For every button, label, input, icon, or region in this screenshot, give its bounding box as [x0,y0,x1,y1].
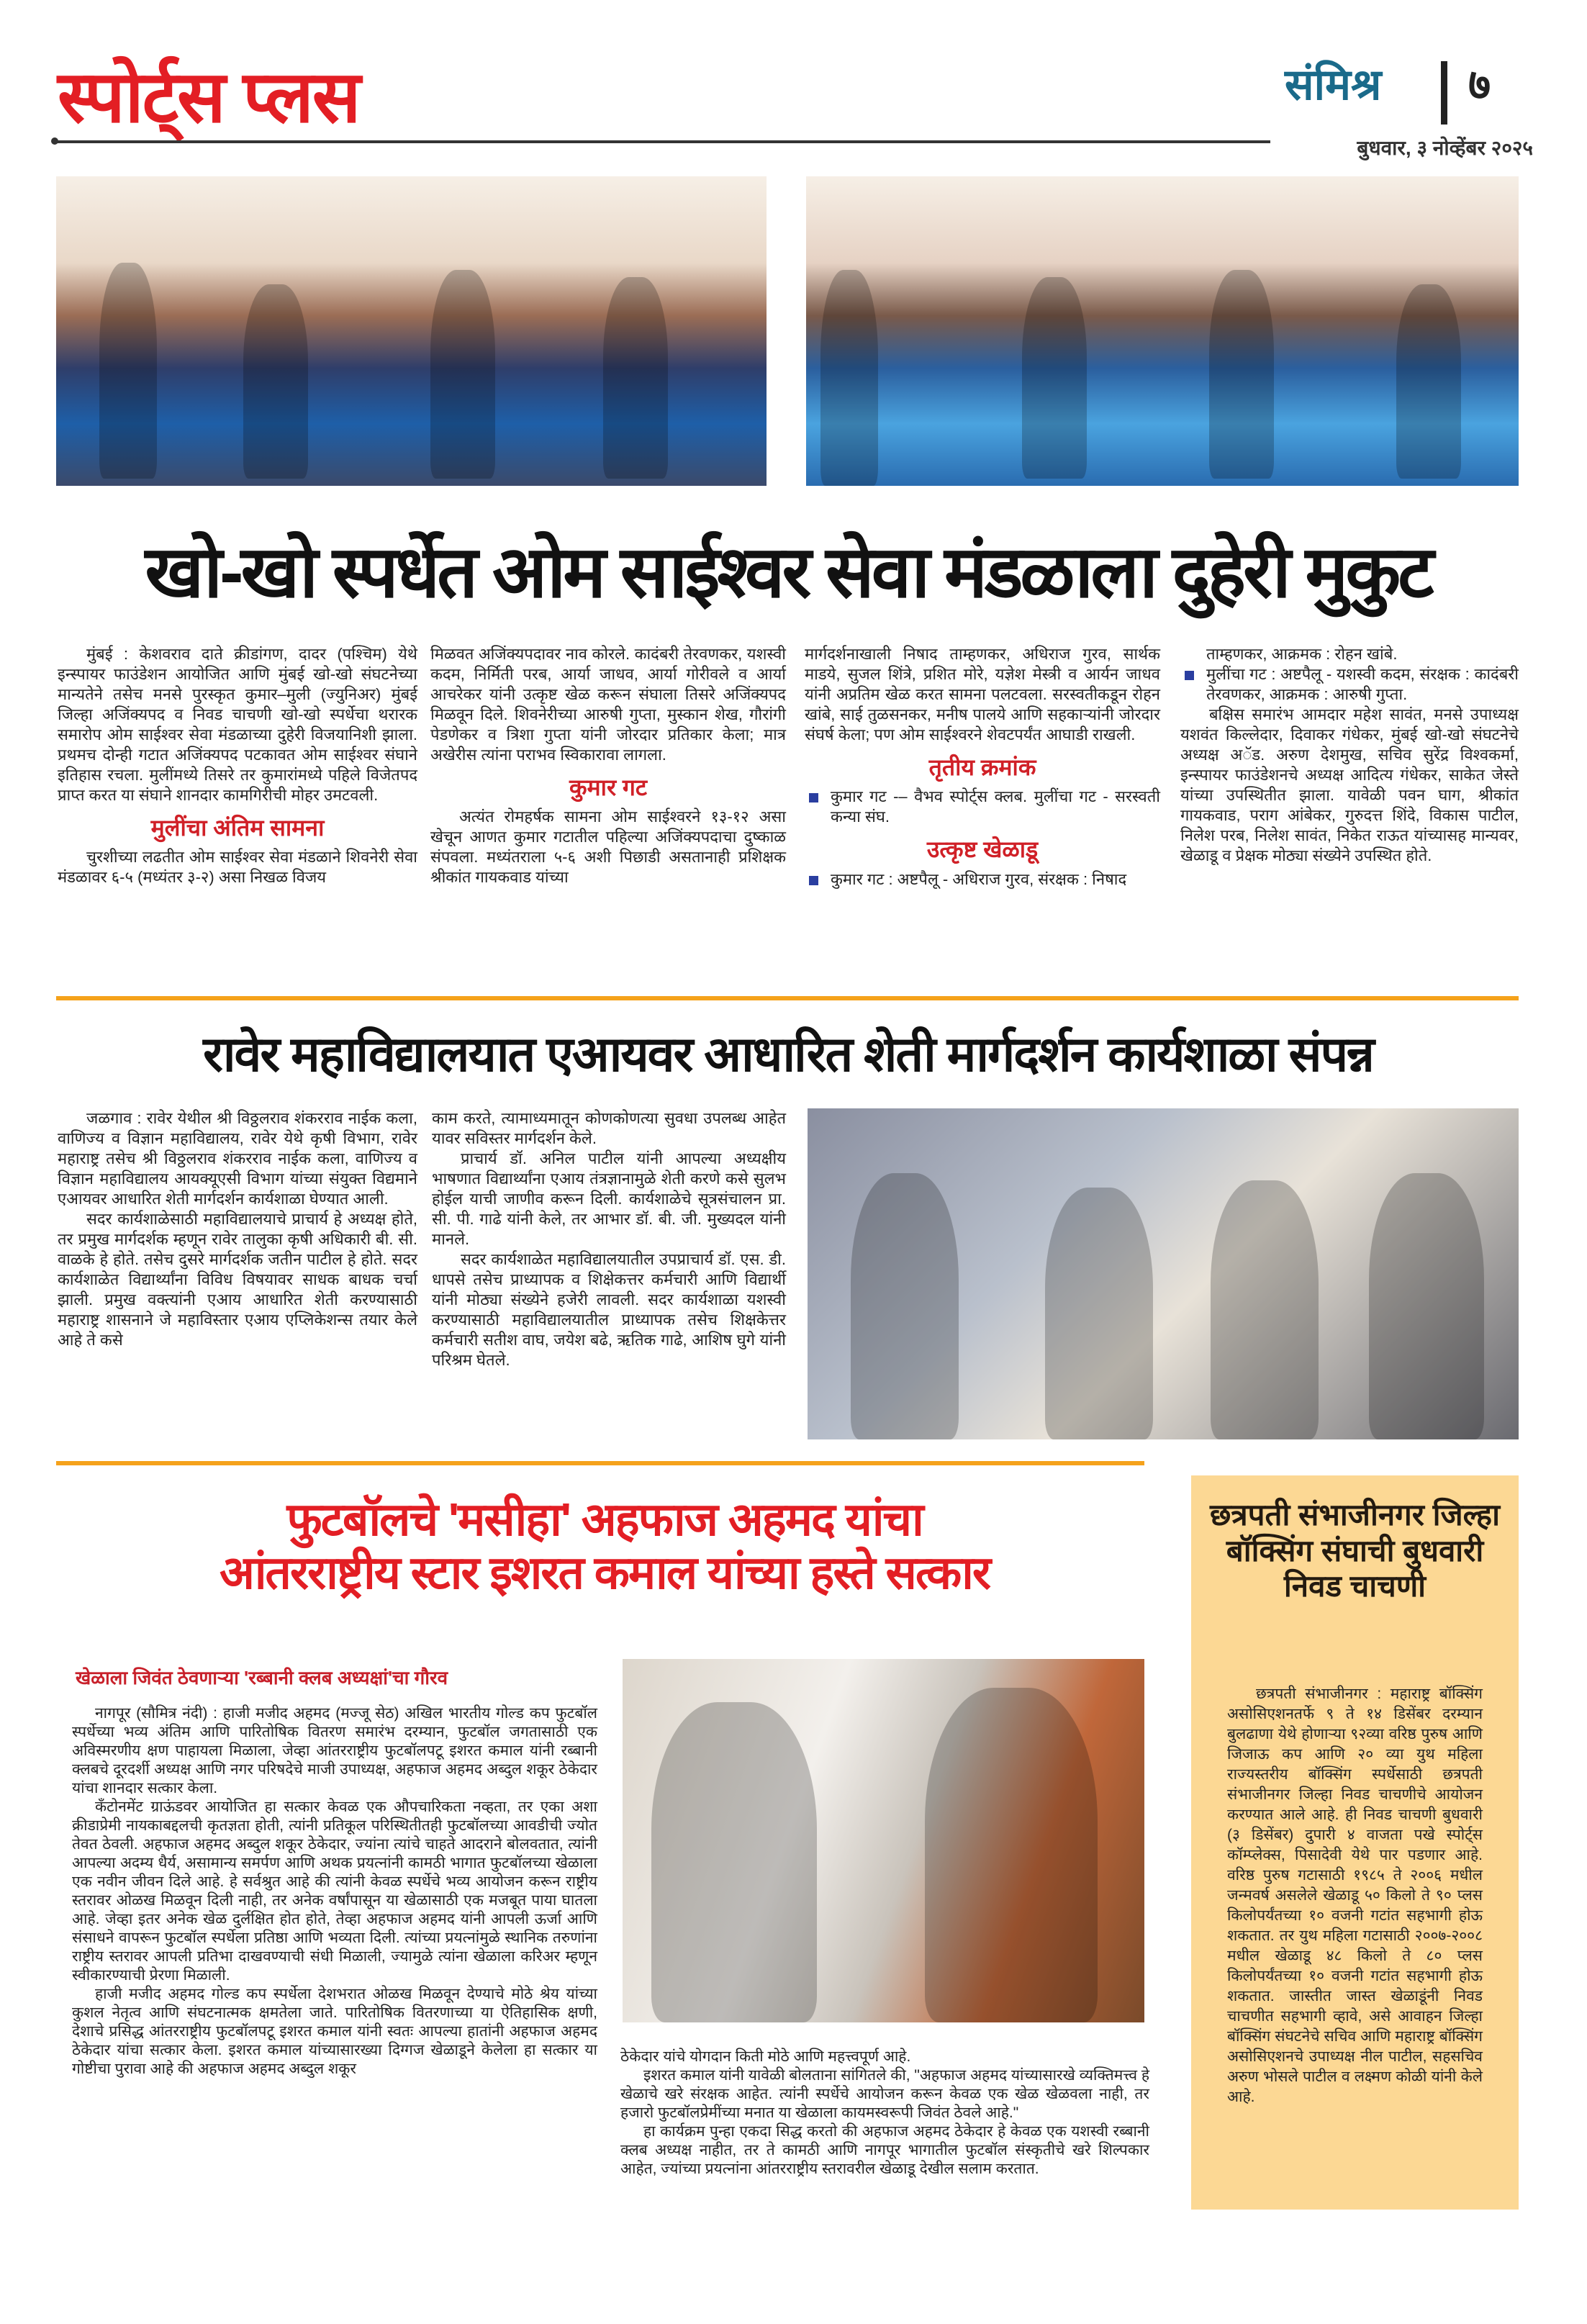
article1-paragraph: मिळवत अजिंक्यपदावर नाव कोरले. कादंबरी तेरवणकर, यशस्वी कदम, निर्मिती परब, आर्या जाधव, आर्या गोरीवले व आर्या आचरेकर यांनी उत्कृष्ट खेळ करून संघाला तिसरे अजिंक्यपद मिळवून दिले. शिवनेरीच्या आरुषी गुप्ता, मुस्कान शेख, गौरांगी पेडणेकर व त्रिशा गुप्ता यांनी जोरदार प्रतिकार केला; मात्र अखेरीस त्यांना पराभव स्विकारावा लागला. [430,645,786,764]
article1-paragraph: मुंबई : केशवराव दाते क्रीडांगण, दादर (पश्चिम) येथे इन्स्पायर फाउंडेशन आयोजित आणि मुंबई खो-खो संघटनेच्या मान्यतेने तसेच मनसे पुरस्कृत कुमार–मुली (ज्युनिअर) मुंबई जिल्हा अजिंक्यपद व निवड चाचणी खो-खो स्पर्धेचा थरारक समारोप ओम साईश्वर सेवा मंडळाच्या दुहेरी विजयानिशी झाला. प्रथमच दोन्ही गटात अजिंक्यपद पटकावत ओम साईश्वर संघाने इतिहास रचला. मुलींमध्ये तिसरे तर कुमारांमध्ये पहिले विजेतपद प्राप्त करत या संघाने शानदार कामगिरीची मोहर उमटवली. [58,645,417,804]
article3-headline-line-1: फुटबॉलचे 'मसीहा' अहफाज अहमद यांचा [286,1493,923,1545]
boxing-body [1227,1684,1483,2107]
article2-column-1 [58,1108,417,1350]
article1-subhead-kumar: कुमार गट [569,774,648,800]
article2-paragraph: सदर कार्यशाळेत महाविद्यालयातील उपप्राचार्य डॉ. एस. डी. धापसे तसेच प्राध्यापक व शिक्षेकत्तर कर्मचारी आणि विद्यार्थी यांनी मोठ्या संख्येने हजेरी लावली. सदर कार्यशाळा यशस्वी करण्यासाठी महाविद्यालयातील प्राध्यापक तसेच शिक्षकेत्तर कर्मचारी सतीश वाघ, जयेश बढे, ऋतिक गाढे, आशिष घुगे यांनी परिश्रम घेतले. [432,1250,786,1369]
article2-paragraph: जळगाव : रावेर येथील श्री विठ्ठलराव शंकरराव नाईक कला, वाणिज्य व विज्ञान महाविद्यालय, रावेर येथे कृषी विभाग, रावेर महाराष्ट्र तसेच श्री विठ्ठलराव शंकरराव नाईक कला, वाणिज्य व विज्ञान महाविद्यालय आयक्यूएसी विभाग यांच्या संयुक्त विद्यमाने एआयवर आधारित शेती मार्गदर्शन कार्यशाळा घेण्यात आली. [58,1109,417,1208]
third-place-item: कुमार गट -– वैभव स्पोर्ट्स क्लब. मुलींचा गट - सरस्वती कन्या संघ. [805,787,1160,827]
article3-paragraph: नागपूर (सौमित्र नंदी) : हाजी मजीद अहमद (मज्जू सेठ) अखिल भारतीय गोल्ड कप फुटबॉल स्पर्धेच्या भव्य अंतिम आणि पारितोषिक वितरण समारंभ दरम्यान, फुटबॉल जगतासाठी एक अविस्मरणीय क्षण पाहायला मिळाला, जेव्हा आंतरराष्ट्रीय फुटबॉलपटू इशरत कमाल यांनी रब्बानी क्लबचे दूरदर्शी अध्यक्ष आणि नगर परिषदेचे माजी उपाध्यक्ष, अहफाज अहमद अब्दुल शकूर ठेकेदार यांचा शानदार सत्कार केला. [72,1705,597,1796]
article3-headline-line-2: आंतरराष्ट्रीय स्टार इशरत कमाल यांच्या हस्ते सत्कार [219,1546,990,1599]
article3-paragraph: ठेकेदार यांचे योगदान किती मोठे आणि महत्त्वपूर्ण आहे. [620,2048,911,2065]
article1-subhead-best: उत्कृष्ट खेळाडू [926,836,1039,863]
kho-kho-boys-team-photo [56,176,767,486]
article3-column-2 [620,2048,1149,2179]
article3-paragraph: कॅंटोनमेंट ग्राऊंडवर आयोजित हा सत्कार केवळ एक औपचारिकता नव्हता, तर एका अशा क्रीडाप्रेमी नायकाबद्दलची कृतज्ञता होती, त्यांनी प्रतिकूल परिस्थितीतही फुटबॉलच्या आवडीची ज्योत तेवत ठेवली. अहफाज अहमद अब्दुल शकूर ठेकेदार, ज्यांना त्यांचे चाहते आदराने बोलवतात, त्यांनी आपल्या अदम्य धैर्य, असामान्य समर्पण आणि अथक प्रयत्नांनी कामठी भागात फुटबॉलच्या खेळाला एक नवीन जीवन दिले आहे. हे सर्वश्रुत आहे की त्यांनी केवळ स्पर्धेचे भव्य आयोजन करून राष्ट्रीय स्तरावर ओळख मिळवून दिली नाही, तर अनेक वर्षांपासून या खेळासाठी एक मजबूत पाया घातला आहे. जेव्हा इतर अनेक खेळ दुर्लक्षित होत होते, तेव्हा अहफाज अहमद यांनी आपली ऊर्जा आणि संसाधने वापरून फुटबॉल स्पर्धेला प्रतिष्ठा आणि भव्यता दिली. त्यांच्या प्रयत्नांमुळे स्थानिक तरुणांना राष्ट्रीय स्तरावर आपली प्रतिभा दाखवण्याची संधी मिळाली, ज्यामुळे त्यांना खेळाला करिअर म्हणून स्वीकारण्याची प्रेरणा मिळाली. [72,1799,598,1984]
article1-column-2 [430,644,786,887]
article3-subhead: खेळाला जिवंत ठेवणाऱ्या 'रब्बानी क्लब अध्यक्षां'चा गौरव [76,1667,448,1688]
article3-paragraph: हा कार्यक्रम पुन्हा एकदा सिद्ध करतो की अहफाज अहमद ठेकेदार हे केवळ एक यशस्वी रब्बानी क्लब अध्यक्ष नाहीत, तर ते कामठी आणि नागपूर भागातील फुटबॉल संस्कृतीचे खरे शिल्पकार आहेत, ज्यांच्या प्रयत्नांना आंतरराष्ट्रीय स्तरावरील खेळाडू देखील सलाम करतात. [620,2123,1149,2177]
article2-paragraph: प्राचार्य डॉ. अनिल पाटील यांनी आपल्या अध्यक्षीय भाषणात विद्यार्थ्यांना एआय तंत्रज्ञानामुळे शेती करणे कसे सुलभ होईल याची जाणीव करून दिली. कार्यशाळेचे सूत्रसंचालन प्रा. सी. पी. गाढे यांनी केले, तर आभार डॉ. बी. जी. मुख्यदल यांनी मानले. [432,1149,786,1248]
article1-column-1 [58,644,417,887]
article2-headline: रावेर महाविद्यालयात एआयवर आधारित शेती मार्गदर्शन कार्यशाळा संपन्न [203,1027,1373,1082]
page-number: ७ [1468,60,1491,109]
article2-column-2 [432,1108,786,1370]
article3-column-1 [72,1704,597,2079]
section-divider [56,1461,1144,1465]
section-divider [56,996,1519,1000]
issue-date: बुधवार, ३ नोव्हेंबर २०२५ [1357,137,1533,159]
article3-paragraph: इशरत कमाल यांनी यावेळी बोलताना सांगितले की, "अहफाज अहमद यांच्यासारखे व्यक्तिमत्त्व हे खेळाचे खरे संरक्षक आहेत. त्यांनी स्पर्धेचे आयोजन करून केवळ एक खेळ खेळवला नाही, तर हजारो फुटबॉलप्रेमींच्या मनात या खेळाला कायमस्वरूपी जिवंत ठेवले आहे." [620,2067,1150,2121]
article2-paragraph: काम करते, त्यामाध्यमातून कोणकोणत्या सुवधा उपलब्ध आहेत यावर सविस्तर मार्गदर्शन केले. [432,1109,786,1147]
article3-paragraph: हाजी मजीद अहमद गोल्ड कप स्पर्धेला देशभरात ओळख मिळवून देण्याचे मोठे श्रेय यांच्या कुशल नेतृत्व आणि संघटनात्मक क्षमतेला जाते. पारितोषिक वितरणाच्या या ऐतिहासिक क्षणी, देशाचे प्रसिद्ध आंतरराष्ट्रीय फुटबॉलपटू इशरत कमाल यांनी स्वतः आपल्या हातांनी अहफाज अहमद ठेकेदार यांचा सत्कार केला. इशरत कमाल यांच्यासारख्या दिग्गज खेळाडूने केलेला हा सत्कार या गोष्टीचा पुरावा आहे की अहफाज अहमद अब्दुल शकूर [72,1986,597,2077]
article1-column-3 [805,644,1160,890]
masthead-title: स्पोर्ट्स प्लस [58,57,360,137]
article1-paragraph: अत्यंत रोमहर्षक सामना ओम साईश्वरने १३-१२ असा खेचून आणत कुमार गटातील पहिल्या अजिंक्यपदाचा दुष्काळ संपवला. मध्यंतराला ५-६ अशी पिछाडी असतानाही प्रशिक्षक श्रीकांत गायकवाड यांच्या [430,808,786,887]
felicitation-photo [623,1659,1144,2022]
best-player-item: मुलींचा गट : अष्टपैलू - यशस्वी कदम, संरक्षक : कादंबरी तेरवणकर, आक्रमक : आरुषी गुप्ता. [1180,664,1519,705]
article1-subhead-third: तृतीय क्रमांक [928,754,1036,780]
boxing-paragraph: छत्रपती संभाजीनगर : महाराष्ट्र बॉक्सिंग असोसिएशनतर्फे ९ ते १४ डिसेंबर दरम्यान बुलढाणा येथे होणाऱ्या ९२व्या वरिष्ठ पुरुष आणि जिजाऊ कप आणि २० व्या युथ महिला राज्यस्तरीय बॉक्सिंग स्पर्धेसाठी छत्रपती संभाजीनगर जिल्हा निवड चाचणीचे आयोजन करण्यात आले आहे. ही निवड चाचणी बुधवारी (३ डिसेंबर) दुपारी ४ वाजता पखे स्पोर्ट्स कॉम्प्लेक्स, पिसादेवी येथे पार पडणार आहे. वरिष्ठ पुरुष गटासाठी १९८५ ते २००६ मधील जन्मवर्ष असलेले खेळाडू ५० किलो ते ९० प्लस किलोपर्यंतच्या १० वजनी गटांत सहभागी होऊ शकतात. तर युथ महिला गटासाठी २००७-२००८ मधील खेळाडू ४८ किलो ते ८० प्लस किलोपर्यंतच्या १० वजनी गटांत सहभागी होऊ शकतात. जास्तीत जास्त खेळाडूंनी निवड चाचणीत सहभागी व्हावे, असे आवाहन जिल्हा बॉक्सिंग संघटनेचे सचिव आणि महाराष्ट्र बॉक्सिंग असोसिएशनचे उपाध्यक्ष नील पाटील, सहसचिव अरुण भोसले पाटील व लक्ष्मण कोळी यांनी केले आहे. [1227,1686,1483,2105]
best-player-item: कुमार गट : अष्टपैलू - अधिराज गुरव, संरक्षक : निषाद [805,869,1160,890]
masthead-rule [54,140,1270,143]
best-player-item-continued: ताम्हणकर, आक्रमक : रोहन खांबे. [1206,645,1398,663]
section-separator [1441,61,1447,125]
article1-subhead-girls-final: मुलींचा अंतिम सामना [150,815,325,841]
article1-paragraph: मार्गदर्शनाखाली निषाद ताम्हणकर, अधिराज गुरव, सार्थक माडये, सुजल शिंत्रे, प्रशित मोरे, यज्ञेश मेस्त्री व आर्यन जाधव यांनी अप्रतिम खेळ करत सामना पलटवला. सरस्वतीकडून रोहन खांबे, साई तुळसनकर, मनीष पालये आणि सहकाऱ्यांनी जोरदार संघर्ष केला; पण ओम साईश्वरने शेवटपर्यंत आघाडी राखली. [805,645,1160,743]
article1-column-4 [1180,644,1519,866]
article3-headline [58,1493,1152,1599]
article1-headline: खो-खो स्पर्धेत ओम साईश्वर सेवा मंडळाला दुहेरी मुकुट [145,532,1432,612]
article1-paragraph: चुरशीच्या लढतीत ओम साईश्वर सेवा मंडळाने शिवनेरी सेवा मंडळावर ६-५ (मध्यंतर ३-२) असा निखळ विजय [58,848,417,887]
workshop-photo [808,1108,1519,1439]
boxing-news-box [1191,1475,1519,2210]
article1-paragraph: बक्षिस समारंभ आमदार महेश सावंत, मनसे उपाध्यक्ष यशवंत किल्लेदार, दिवाकर गंधेकर, मुंबई खो-खो संघटनेचे अध्यक्ष अॅड. अरुण देशमुख, सचिव सुरेंद्र विश्वकर्मा, इन्स्पायर फाउंडेशनचे अध्यक्ष आदित्य गंधेकर, साकेत जेस्ते यांच्या उपस्थितीत झाला. यावेळी पवन घाग, श्रीकांत गायकवाड, पराग आंबेकर, गुरुदत्त शिंदे, विकास पाटील, निलेश परब, निलेश सावंत, निकेत राऊत यांच्यासह मान्यवर, खेळाडू व प्रेक्षक मोठ्या संख्येने उपस्थित होते. [1180,705,1519,864]
article2-paragraph: सदर कार्यशाळेसाठी महाविद्यालयाचे प्राचार्य हे अध्यक्ष होते, तर प्रमुख मार्गदर्शक म्हणून रावेर तालुका कृषी अधिकारी बी. सी. वाळके हे होते. तसेच दुसरे मार्गदर्शक जतीन पाटील हे होते. सदर कार्यशाळेत विद्यार्थ्यांना विविध विषयावर साधक बाधक चर्चा झाली. प्रमुख वक्त्यांनी एआय आधारित शेती करण्यासाठी महाराष्ट्र शासनाने जे महाविस्तार एआय एप्लिकेशन्स तयार केले आहे ते कसे [58,1210,417,1349]
kho-kho-girls-team-photo [806,176,1519,486]
boxing-headline: छत्रपती संभाजीनगर जिल्हा बॉक्सिंग संघाची बुधवारी निवड चाचणी [1210,1498,1500,1604]
section-name: संमिश्र [1285,60,1382,109]
